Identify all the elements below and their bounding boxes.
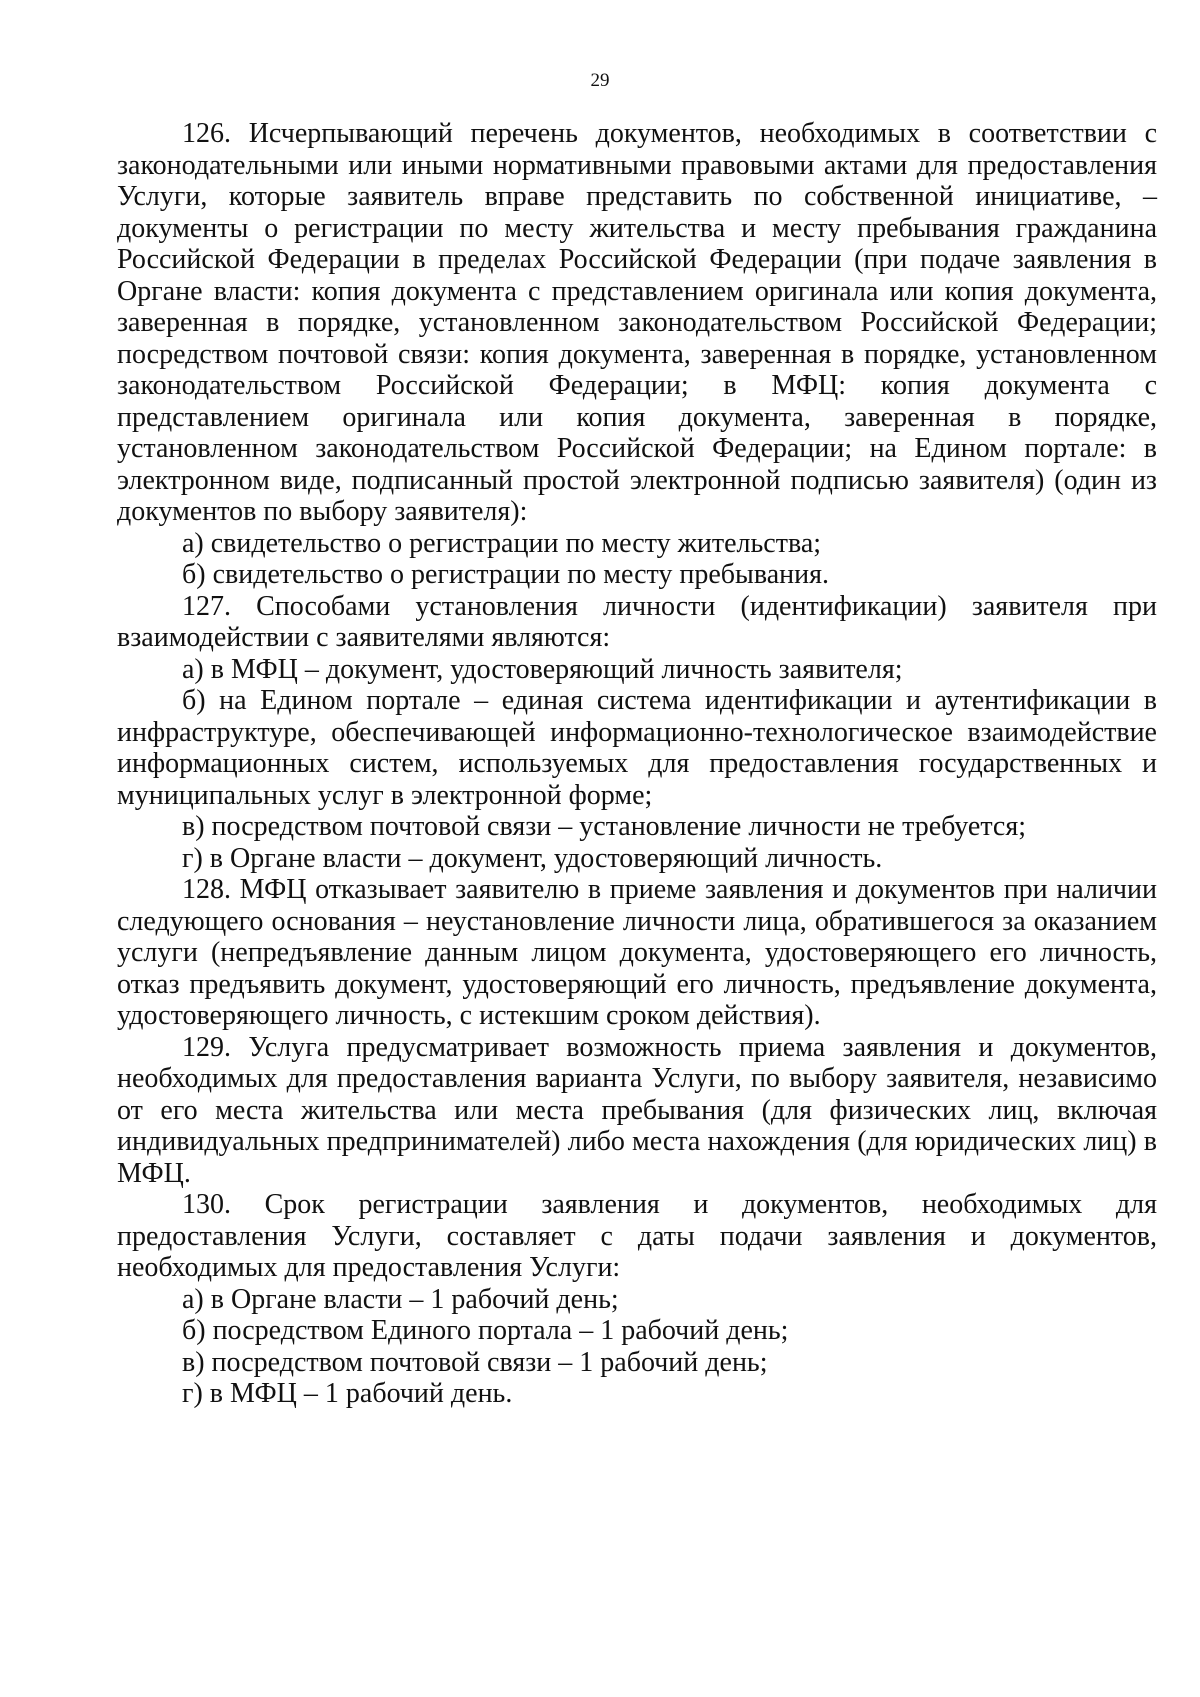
paragraph-129: 129. Услуга предусматривает возможность приема заявления и документов, необходимых для предоставления варианта Услуги, по выбору заявителя, независимо от его места жительства или места пребывания (для физических лиц, включая индивидуальных предпринимателей) либо места нахождения (для юридических лиц) в МФЦ. — [117, 1031, 1157, 1189]
list-item-130-v: в) посредством почтовой связи – 1 рабочий день; — [182, 1346, 768, 1378]
page-number: 29 — [590, 70, 610, 91]
list-item-127-a: а) в МФЦ – документ, удостоверяющий личность заявителя; — [182, 653, 903, 685]
list-item-126-b: б) свидетельство о регистрации по месту пребывания. — [182, 559, 829, 590]
list-item-126-a: а) свидетельство о регистрации по месту жительства; — [182, 527, 822, 559]
list-item-130-g: г) в МФЦ – 1 рабочий день. — [182, 1378, 513, 1409]
paragraph-126: 126. Исчерпывающий перечень документов, необходимых в соответствии с законодательными или иными нормативными правовыми актами для предоставления Услуги, которые заявитель вправе представить по собственной инициативе, – документы о регистрации по месту жительства и месту пребывания гражданина Российской Федерации в пределах Российской Федерации (при подаче заявления в Органе власти: копия документа с представлением оригинала или копия документа, заверенная в порядке, установленном законодательством Российской Федерации; посредством почтовой связи: копия документа, заверенная в порядке, установленном законодательством Российской Федерации; в МФЦ: копия документа с представлением оригинала или копия документа, заверенная в порядке, установленном законодательством Российской Федерации; на Едином портале: в электронном виде, подписанный простой электронной подписью заявителя) (один из документов по выбору заявителя): — [117, 118, 1157, 527]
list-item-130-a: а) в Органе власти – 1 рабочий день; — [182, 1283, 619, 1315]
document-body — [117, 118, 1157, 1410]
list-item-127-b: б) на Едином портале – единая система идентификации и аутентификации в инфраструктуре, обеспечивающей информационно-технологическое взаимодействие информационных систем, используемых для предоставления государственных и муниципальных услуг в электронной форме; — [117, 685, 1157, 811]
list-item-130-b: б) посредством Единого портала – 1 рабочий день; — [182, 1315, 789, 1346]
paragraph-130: 130. Срок регистрации заявления и документов, необходимых для предоставления Услуги, составляет с даты подачи заявления и документов, необходимых для предоставления Услуги: — [117, 1189, 1157, 1283]
list-item-127-g: г) в Органе власти – документ, удостоверяющий личность. — [182, 842, 883, 874]
paragraph-128: 128. МФЦ отказывает заявителю в приеме заявления и документов при наличии следующего основания – неустановление личности лица, обратившегося за оказанием услуги (непредъявление данным лицом документа, удостоверяющего его личность, отказ предъявить документ, удостоверяющий его личность, предъявление документа, удостоверяющего личность, с истекшим сроком действия). — [117, 874, 1157, 1031]
paragraph-127: 127. Способами установления личности (идентификации) заявителя при взаимодействии с заявителями являются: — [117, 590, 1157, 653]
list-item-127-v: в) посредством почтовой связи – установление личности не требуется; — [182, 811, 1027, 842]
